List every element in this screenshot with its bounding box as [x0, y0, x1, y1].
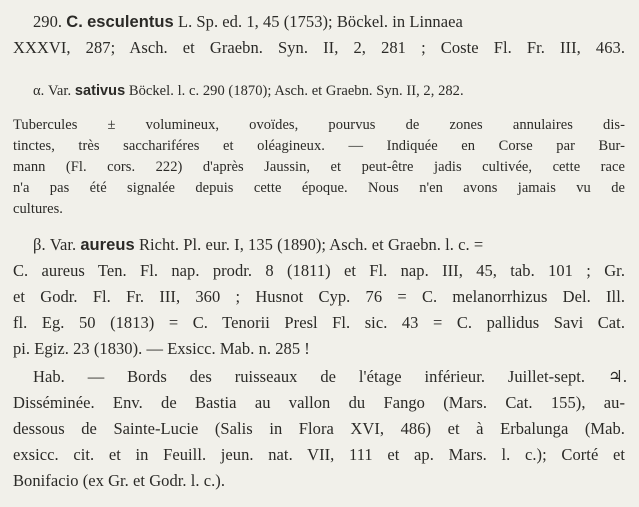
- var-beta-citation-line-5: pi. Egiz. 23 (1830). — Exsicc. Mab. n. 285 !: [13, 339, 310, 358]
- var-alpha-description-line-3: mann (Fl. cors. 222) d'après Jaussin, et peut-être jadis cultivée, cette race: [13, 159, 625, 175]
- var-beta-prefix: Var.: [49, 235, 77, 254]
- habitat-line-1: Hab. — Bords des ruisseaux de l'étage inférieur. Juillet-sept. ♃.: [33, 367, 627, 386]
- entry-number: 290.: [33, 12, 63, 31]
- var-alpha-description-line-5: cultures.: [13, 201, 63, 217]
- var-beta-citation-line-3: et Godr. Fl. Fr. III, 360 ; Husnot Cyp. 76 = C. melanorrhizus Del. Ill.: [13, 287, 625, 306]
- var-beta-header: [33, 233, 627, 257]
- habitat-line-2: Disséminée. Env. de Bastia au vallon du Fango (Mars. Cat. 155), au-: [13, 393, 625, 412]
- entry-citation-line-1: L. Sp. ed. 1, 45 (1753); Böckel. in Linnaea: [177, 12, 463, 31]
- var-beta-citation-line-2: C. aureus Ten. Fl. nap. prodr. 8 (1811) et Fl. nap. III, 45, tab. 101 ; Gr.: [13, 261, 625, 280]
- var-beta-marker: β.: [33, 235, 46, 254]
- var-alpha-citation: Böckel. l. c. 290 (1870); Asch. et Graebn. Syn. II, 2, 282.: [128, 83, 464, 99]
- entry-header-line-1: [33, 10, 627, 34]
- entry-genus: C.: [66, 13, 83, 31]
- var-alpha-marker: α.: [33, 83, 45, 99]
- habitat-line-4: exsicc. cit. et in Feuill. jeun. nat. VII, 111 et ap. Mars. l. c.); Corté et: [13, 445, 625, 464]
- var-alpha-description-line-4: n'a pas été signalée depuis cette époque. Nous n'en avons jamais vu de: [13, 180, 625, 196]
- habitat-line-3: dessous de Sainte-Lucie (Salis in Flora XVI, 486) et à Erbalunga (Mab.: [13, 419, 625, 438]
- var-beta-citation-line-1: Richt. Pl. eur. I, 135 (1890); Asch. et Graebn. l. c. =: [138, 235, 484, 254]
- var-alpha-prefix: Var.: [48, 83, 72, 99]
- var-alpha-description-line-1: Tubercules ± volumineux, ovoïdes, pourvus de zones annulaires dis-: [13, 117, 625, 133]
- var-beta-citation-line-4: fl. Eg. 50 (1813) = C. Tenorii Presl Fl. sic. 43 = C. pallidus Savi Cat.: [13, 313, 625, 332]
- var-beta-name: aureus: [80, 236, 135, 254]
- entry-citation-line-2: XXXVI, 287; Asch. et Graebn. Syn. II, 2, 281 ; Coste Fl. Fr. III, 463.: [13, 38, 625, 57]
- entry-species: esculentus: [87, 13, 174, 31]
- habitat-line-5: Bonifacio (ex Gr. et Godr. l. c.).: [13, 471, 226, 490]
- var-alpha-name: sativus: [74, 83, 126, 99]
- var-alpha-header: [33, 81, 627, 101]
- var-alpha-description-line-2: tinctes, très sacchariféres et oléagineux. — Indiquée en Corse par Bur-: [13, 138, 625, 154]
